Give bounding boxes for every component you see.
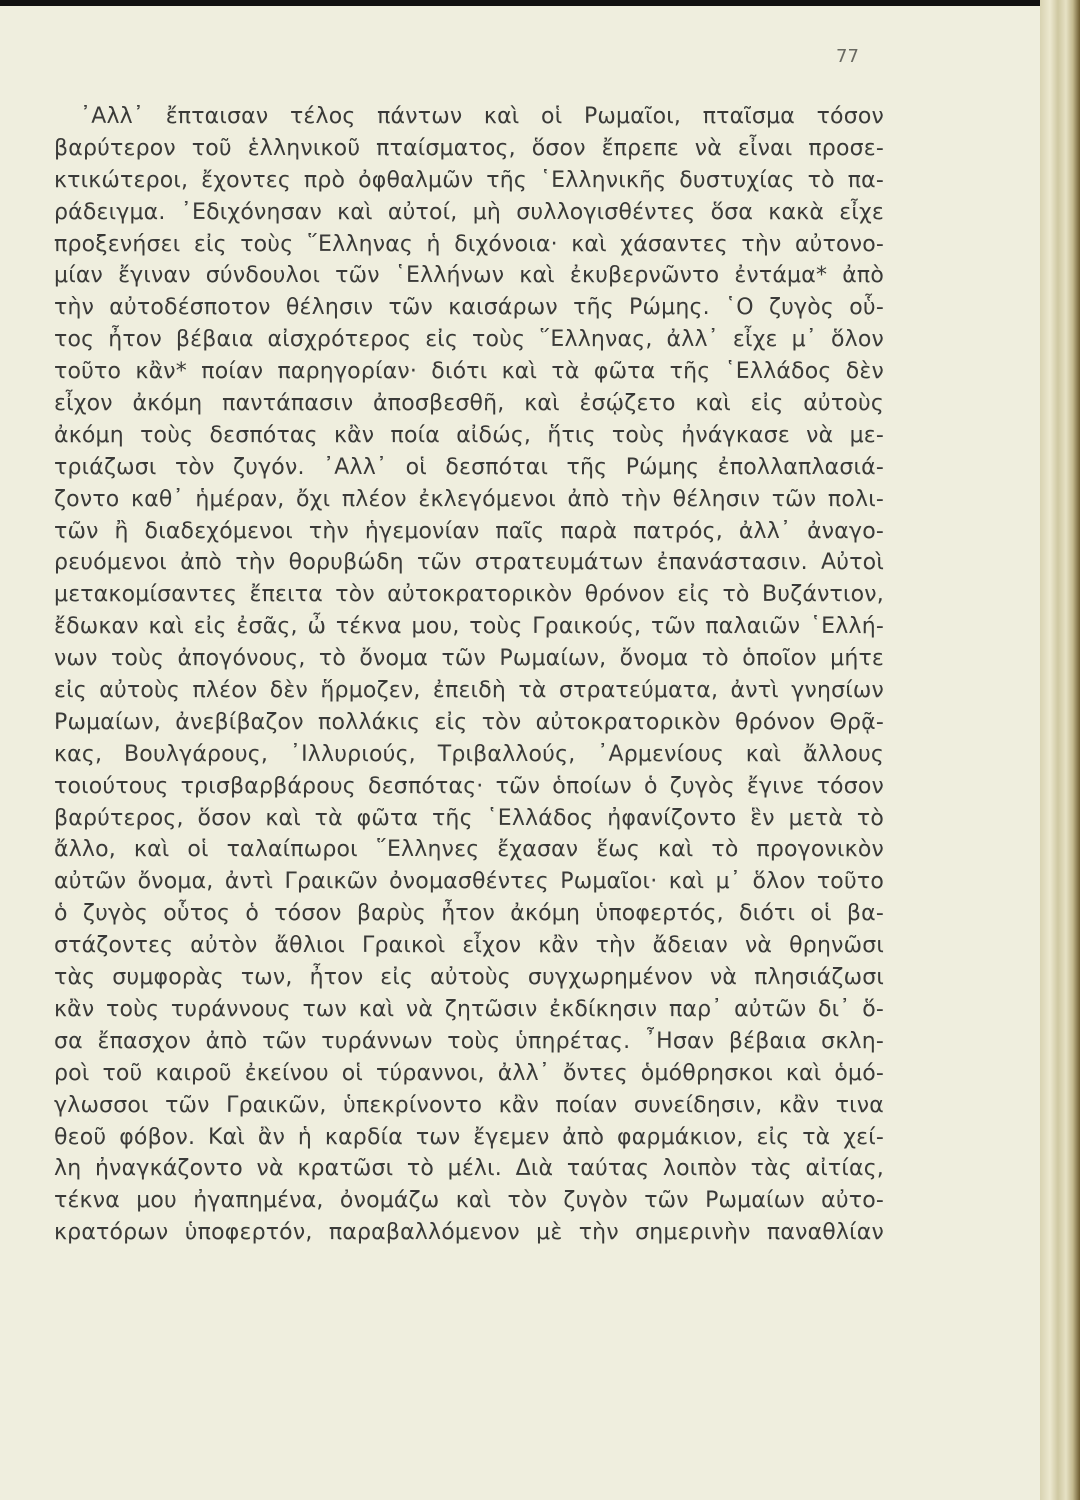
text-line: ἄλλο, καὶ οἱ ταλαίπωροι ῞Ελληνες ἔχασαν ἕως καὶ τὸ προγονικὸν — [54, 837, 884, 863]
text-line: κας, Βουλγάρους, ᾿Ιλλυριούς, Τριβαλλούς, ᾿Αρμενίους καὶ ἄλλους — [54, 741, 884, 767]
text-line: τοιούτους τρισβαρβάρους δεσπότας· τῶν ὁποίων ὁ ζυγὸς ἔγινε τόσον — [54, 773, 884, 799]
body-text — [54, 101, 884, 1249]
text-line: ᾿Αλλ᾿ ἔπταισαν τέλος πάντων καὶ οἱ Ρωμαῖοι, πταῖσμα τόσον — [80, 104, 884, 129]
text-line: κἂν τοὺς τυράννους των καὶ νὰ ζητῶσιν ἐκδίκησιν παρ᾿ αὐτῶν δι᾿ ὅ- — [54, 996, 884, 1022]
text-line: ἀκόμη τοὺς δεσπότας κἂν ποία αἰδώς, ἥτις τοὺς ἠνάγκασε νὰ με- — [54, 422, 884, 448]
text-line: εἶχον ἀκόμη παντάπασιν ἀποσβεσθῆ, καὶ ἐσῴζετο καὶ εἰς αὐτοὺς — [54, 391, 884, 417]
text-line: ροὶ τοῦ καιροῦ ἐκείνου οἱ τύραννοι, ἀλλ᾿ ὄντες ὁμόθρησκοι καὶ ὁμό- — [54, 1060, 884, 1086]
text-line: Ρωμαίων, ἀνεβίβαζον πολλάκις εἰς τὸν αὐτοκρατορικὸν θρόνον Θρᾷ- — [54, 709, 884, 735]
text-line: τέκνα μου ἠγαπημένα, ὀνομάζω καὶ τὸν ζυγὸν τῶν Ρωμαίων αὐτο- — [54, 1188, 884, 1214]
text-line: μετακομίσαντες ἔπειτα τὸν αὐτοκρατορικὸν θρόνον εἰς τὸ Βυζάντιον, — [54, 582, 884, 608]
text-line: τοῦτο κἂν* ποίαν παρηγορίαν· διότι καὶ τὰ φῶτα τῆς ῾Ελλάδος δὲν — [54, 359, 884, 385]
text-line: ζοντο καθ᾿ ἡμέραν, ὄχι πλέον ἐκλεγόμενοι ἀπὸ τὴν θέλησιν τῶν πολι- — [54, 486, 884, 512]
text-line: νων τοὺς ἀπογόνους, τὸ ὄνομα τῶν Ρωμαίων, ὄνομα τὸ ὁποῖον μήτε — [54, 646, 884, 672]
text-line: λη ἠναγκάζοντο νὰ κρατῶσι τὸ μέλι. Διὰ ταύτας λοιπὸν τὰς αἰτίας, — [54, 1156, 884, 1182]
text-line: στάζοντες αὐτὸν ἄθλιοι Γραικοὶ εἶχον κἂν τὴν ἄδειαν νὰ θρηνῶσι — [54, 933, 884, 959]
text-line: ράδειγμα. ᾿Εδιχόνησαν καὶ αὐτοί, μὴ συλλογισθέντες ὅσα κακὰ εἶχε — [54, 199, 884, 225]
text-line: κτικώτεροι, ἔχοντες πρὸ ὀφθαλμῶν τῆς ῾Ελληνικῆς δυστυχίας τὸ πα- — [54, 167, 884, 193]
text-line: θεοῦ φόβον. Καὶ ἂν ἡ καρδία των ἔγεμεν ἀπὸ φαρμάκιον, εἰς τὰ χεί- — [54, 1124, 884, 1150]
text-line: εἰς αὐτοὺς πλέον δὲν ἥρμοζεν, ἐπειδὴ τὰ στρατεύματα, ἀντὶ γνησίων — [54, 678, 884, 704]
text-line: τριάζωσι τὸν ζυγόν. ᾿Αλλ᾿ οἱ δεσπόται τῆς Ρώμης ἐπολλαπλασιά- — [54, 454, 884, 480]
text-line: προξενήσει εἰς τοὺς ῞Ελληνας ἡ διχόνοια· καὶ χάσαντες τὴν αὐτονο- — [54, 231, 884, 257]
text-line: τὰς συμφορὰς των, ἦτον εἰς αὐτοὺς συγχωρημένον νὰ πλησιάζωσι — [54, 965, 884, 991]
text-line: μίαν ἔγιναν σύνδουλοι τῶν ῾Ελλήνων καὶ ἐκυβερνῶντο ἐντάμα* ἀπὸ — [54, 263, 884, 289]
text-line: γλωσσοι τῶν Γραικῶν, ὑπεκρίνοντο κἂν ποίαν συνείδησιν, κἂν τινα — [54, 1092, 884, 1118]
text-line: ἔδωκαν καὶ εἰς ἐσᾶς, ὦ τέκνα μου, τοὺς Γραικούς, τῶν παλαιῶν ῾Ελλή- — [54, 614, 884, 640]
text-line: βαρύτερος, ὅσον καὶ τὰ φῶτα τῆς ῾Ελλάδος ἠφανίζοντο ἓν μετὰ τὸ — [54, 805, 884, 831]
text-line: σα ἔπασχον ἀπὸ τῶν τυράννων τοὺς ὑπηρέτας. ῏Ησαν βέβαια σκλη- — [54, 1028, 884, 1054]
book-page — [0, 6, 1041, 1500]
text-line: αὐτῶν ὄνομα, ἀντὶ Γραικῶν ὀνομασθέντες Ρωμαῖοι· καὶ μ᾿ ὅλον τοῦτο — [54, 869, 884, 895]
text-line: τῶν ἢ διαδεχόμενοι τὴν ἡγεμονίαν παῖς παρὰ πατρός, ἀλλ᾿ ἀναγο- — [54, 518, 884, 544]
book-page-edges — [1040, 0, 1080, 1500]
text-line: ρευόμενοι ἀπὸ τὴν θορυβώδη τῶν στρατευμάτων ἐπανάστασιν. Αὐτοὶ — [54, 550, 884, 576]
text-line: βαρύτερον τοῦ ἑλληνικοῦ πταίσματος, ὅσον ἔπρεπε νὰ εἶναι προσε- — [54, 135, 884, 161]
text-line: κρατόρων ὑποφερτόν, παραβαλλόμενον μὲ τὴν σημερινὴν παναθλίαν — [54, 1220, 884, 1246]
text-line: τὴν αὐτοδέσποτον θέλησιν τῶν καισάρων τῆς Ρώμης. ῾Ο ζυγὸς οὗ- — [54, 295, 884, 321]
text-line: ὁ ζυγὸς οὗτος ὁ τόσον βαρὺς ἦτον ἀκόμη ὑποφερτός, διότι οἱ βα- — [54, 901, 884, 927]
page-number: 77 — [836, 46, 859, 67]
text-line: τος ἦτον βέβαια αἰσχρότερος εἰς τοὺς ῞Ελληνας, ἀλλ᾿ εἶχε μ᾿ ὅλον — [54, 327, 884, 353]
